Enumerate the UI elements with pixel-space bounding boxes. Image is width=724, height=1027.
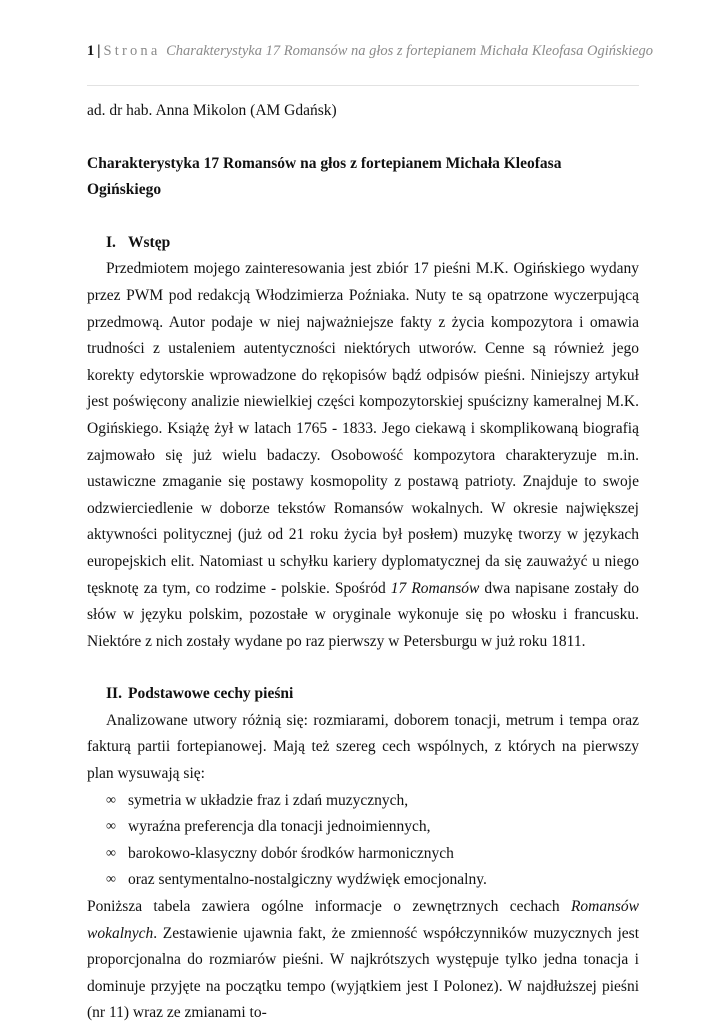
infinity-bullet-icon: ∞	[106, 845, 116, 861]
page-number: 1	[87, 43, 95, 59]
list-item-text: wyraźna preferencja dla tonacji jednoimiennych,	[128, 818, 431, 836]
header-separator: |	[97, 43, 101, 59]
list-item	[106, 841, 639, 868]
author-line: ad. dr hab. Anna Mikolon (AM Gdańsk)	[87, 102, 337, 119]
paragraph-text: Poniższa tabela zawiera ogólne informacje o zewnętrznych cechach	[87, 898, 571, 916]
paragraph-emphasis: Romansów wokalnych	[87, 898, 639, 942]
list-item-text: barokowo-klasyczny dobór środków harmonicznych	[128, 844, 454, 862]
paragraph-features-intro: Analizowane utwory różnią się: rozmiarami, doborem tonacji, metrum i tempa oraz fakturą partii fortepianowej. Mają też szereg cech wspólnych, z których na pierwszy plan wysuwają się:	[87, 711, 639, 783]
list-item-text: symetria w układzie fraz i zdań muzycznych,	[128, 791, 409, 809]
section-heading-text: Wstęp	[128, 233, 171, 251]
paragraph-intro	[87, 256, 639, 655]
paragraph-emphasis: 17 Romansów	[390, 579, 480, 597]
header-title: Charakterystyka 17 Romansów na głos z fortepianem Michała Kleofasa Ogińskiego	[166, 43, 654, 59]
section-number: I.	[106, 233, 116, 251]
document-body	[87, 98, 639, 1027]
article-title: Charakterystyka 17 Romansów na głos z fortepianem Michała Kleofasa Ogińskiego	[87, 154, 562, 199]
list-item	[106, 788, 639, 815]
paragraph-text: Przedmiotem mojego zainteresowania jest zbiór 17 pieśni M.K. Ogińskiego wydany przez PWM pod redakcją Włodzimierza Poźniaka. Nuty te są opatrzone wyczerpującą przedmową. Autor podaje w niej najważniejsze fakty z życia kompozytora i omawia trudności z ustaleniem autentyczności niektórych utworów. Cenne są również jego korekty edytorskie wprowadzone do rękopisów bądź odpisów pieśni. Niniejszy artykuł jest poświęcony analizie niewielkiej części kompozytorskiej spuścizny kameralnej M.K. Ogińskiego. Książę żył w latach 1765 - 1833. Jego ciekawą i skomplikowaną biografią zajmowało się już wielu badaczy. Osobowość kompozytora charakteryzuje m.in. ustawiczne zmaganie się postawy kosmopolity z postawą patrioty. Znajduje to swoje odzwierciedlenie w doborze tekstów Romansów wokalnych. W okresie największej aktywności politycznej (już od 21 roku życia był posłem) muzykę tworzy w językach europejskich elit. Natomiast u schyłku kariery dyplomatycznej da się zauważyć u niego tęsknotę za tym, co rodzime - polskie. Spośród	[87, 260, 639, 597]
header-strona-label: Strona	[103, 43, 161, 59]
page-header	[87, 42, 654, 60]
list-item	[106, 814, 639, 841]
infinity-bullet-icon: ∞	[106, 872, 116, 888]
paragraph-text: . Zestawienie ujawnia fakt, że zmienność współczynników muzycznych jest proporcjonalna do rozmiarów pieśni. W najkrótszych występuje tylko jedna tonacja i dominuje przyjęte na początku tempo (wyjątkiem jest I Polonez). W najdłuższej pieśni (nr 11) wraz ze zmianami to-	[87, 924, 639, 1022]
section-heading-1	[106, 230, 639, 257]
header-divider	[87, 85, 639, 86]
paragraph-text: dwa napisane zostały do słów w języku polskim, pozostałe w oryginale wykonuje się po włosku i francusku. Niektóre z nich zostały wydane po raz pierwszy w Petersburgu w już roku 1811.	[87, 579, 639, 650]
section-heading-text: Podstawowe cechy pieśni	[128, 685, 294, 703]
section-heading-2	[106, 681, 639, 708]
feature-list	[87, 788, 639, 894]
paragraph-table-intro	[87, 894, 639, 1027]
infinity-bullet-icon: ∞	[106, 819, 116, 835]
section-number: II.	[106, 685, 122, 703]
infinity-bullet-icon: ∞	[106, 792, 116, 808]
list-item	[106, 867, 639, 894]
list-item-text: oraz sentymentalno-nostalgiczny wydźwięk emocjonalny.	[128, 871, 487, 889]
